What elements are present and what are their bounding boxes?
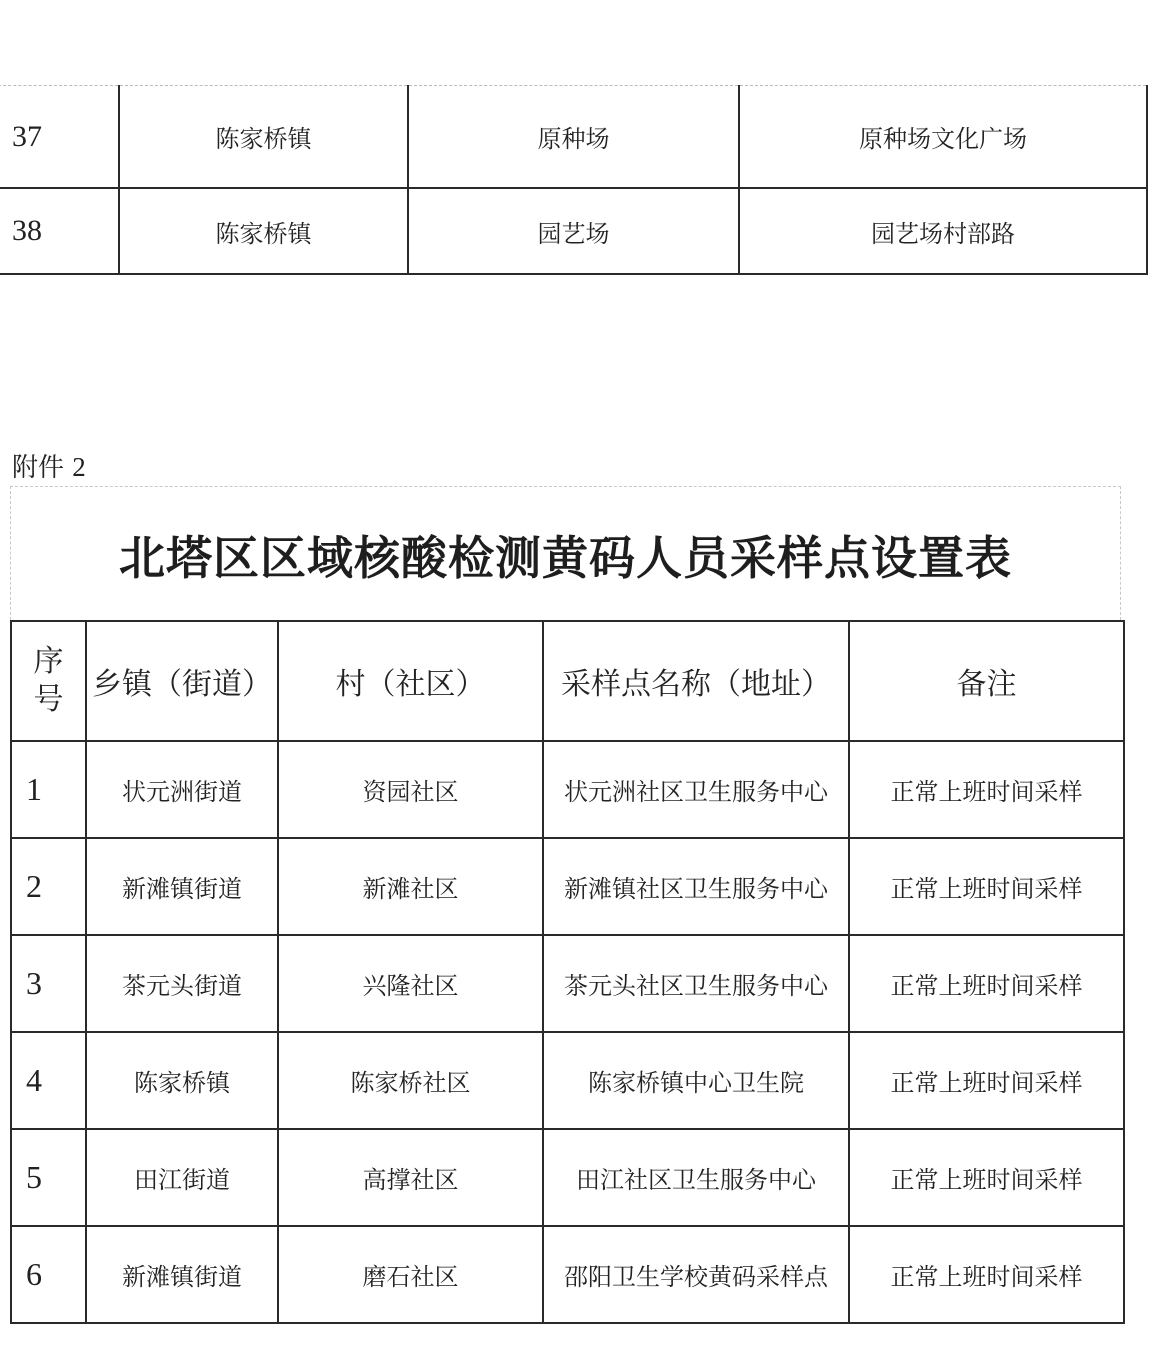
table-row [11,1129,1124,1226]
village-cell: 高撑社区 [278,1129,543,1226]
attachment-label [12,447,86,484]
remark-cell: 正常上班时间采样 [849,741,1124,838]
town-cell: 陈家桥镇 [119,188,408,274]
town-cell: 状元洲街道 [86,741,278,838]
site-cell: 原种场文化广场 [739,86,1147,189]
site-cell: 新滩镇社区卫生服务中心 [543,838,849,935]
site-cell: 状元洲社区卫生服务中心 [543,741,849,838]
row-number: 38 [0,188,119,274]
attachment-text: 附件 [12,453,65,483]
village-cell: 园艺场 [408,188,739,274]
document-title: 北塔区区域核酸检测黄码人员采样点设置表 [119,530,1012,585]
remark-cell: 正常上班时间采样 [849,1032,1124,1129]
header-village: 村（社区） [278,621,543,741]
seq-cell: 6 [11,1226,86,1323]
table-row [11,1226,1124,1323]
table-row [11,935,1124,1032]
table-row [0,86,1147,189]
header-seq [11,621,86,741]
remark-cell: 正常上班时间采样 [849,935,1124,1032]
town-cell: 新滩镇街道 [86,1226,278,1323]
village-cell: 陈家桥社区 [278,1032,543,1129]
village-cell: 原种场 [408,86,739,189]
table-row [11,838,1124,935]
header-row [11,621,1124,741]
table-row [11,1032,1124,1129]
village-cell: 资园社区 [278,741,543,838]
village-cell: 新滩社区 [278,838,543,935]
title-box [10,486,1121,620]
town-cell: 茶元头街道 [86,935,278,1032]
seq-cell: 3 [11,935,86,1032]
seq-cell: 5 [11,1129,86,1226]
seq-cell: 2 [11,838,86,935]
header-town: 乡镇（街道） [86,621,278,741]
site-cell: 田江社区卫生服务中心 [543,1129,849,1226]
site-cell: 邵阳卫生学校黄码采样点 [543,1226,849,1323]
town-cell: 新滩镇街道 [86,838,278,935]
village-cell: 磨石社区 [278,1226,543,1323]
attachment-number: 2 [72,452,86,482]
town-cell: 陈家桥镇 [86,1032,278,1129]
village-cell: 兴隆社区 [278,935,543,1032]
previous-table [0,85,1148,275]
remark-cell: 正常上班时间采样 [849,1129,1124,1226]
remark-cell: 正常上班时间采样 [849,1226,1124,1323]
remark-cell: 正常上班时间采样 [849,838,1124,935]
seq-cell: 1 [11,741,86,838]
seq-cell: 4 [11,1032,86,1129]
row-number: 37 [0,86,119,189]
header-seq-line1: 序 [33,644,64,679]
table-row [11,741,1124,838]
header-seq-line2: 号 [33,682,64,717]
site-cell: 陈家桥镇中心卫生院 [543,1032,849,1129]
sampling-sites-table [10,620,1125,1324]
header-site: 采样点名称（地址） [543,621,849,741]
site-cell: 园艺场村部路 [739,188,1147,274]
site-cell: 茶元头社区卫生服务中心 [543,935,849,1032]
header-remark: 备注 [849,621,1124,741]
town-cell: 陈家桥镇 [119,86,408,189]
table-row [0,188,1147,274]
town-cell: 田江街道 [86,1129,278,1226]
